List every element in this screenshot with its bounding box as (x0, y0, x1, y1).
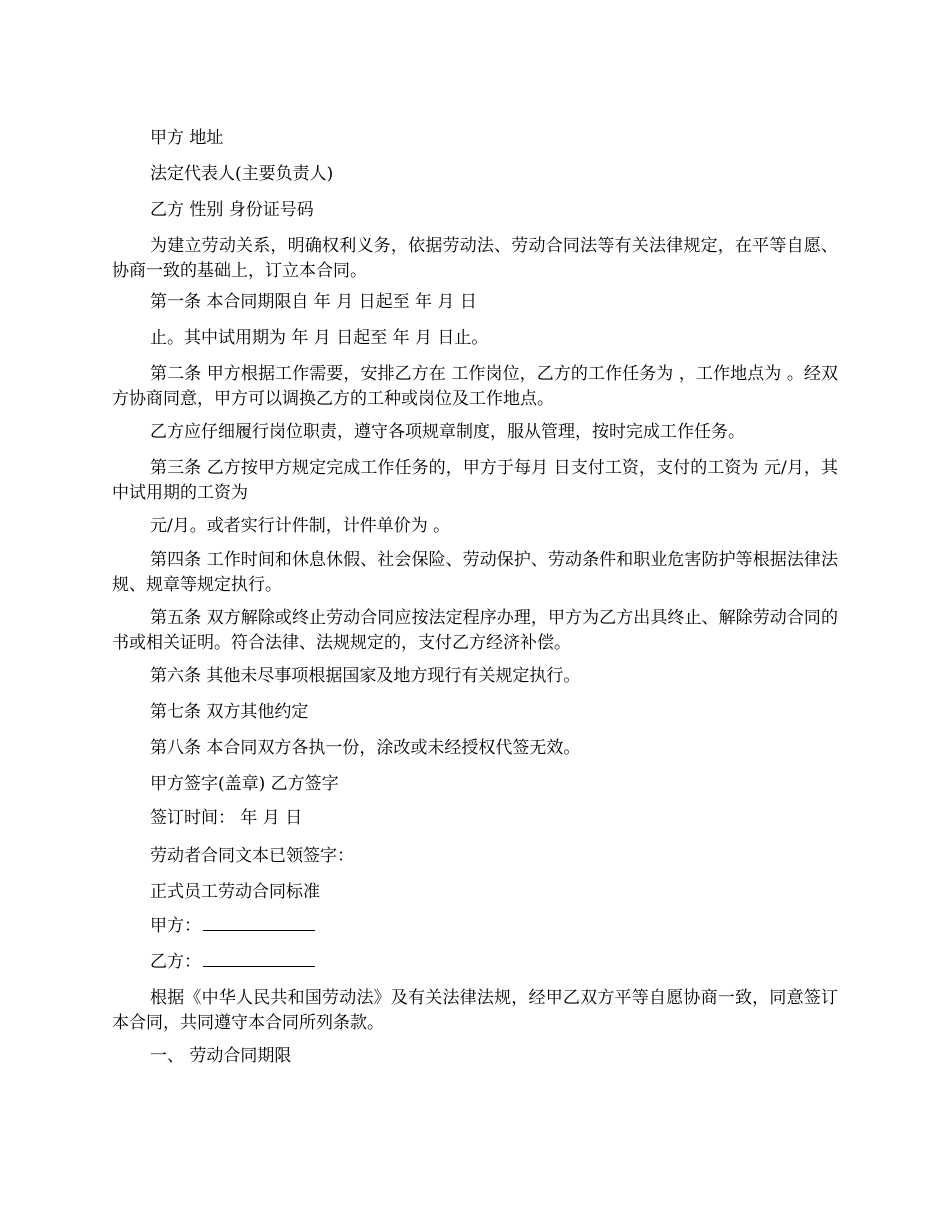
duties-paragraph: 乙方应仔细履行岗位职责，遵守各项规章制度，服从管理，按时完成工作任务。 (150, 422, 745, 442)
party-b-label: 乙方： (150, 952, 201, 972)
preamble-paragraph: 为建立劳动关系，明确权利义务，依据劳动法、劳动合同法等有关法律规定，在平等自愿、协商一致的基础上，订立本合同。 (112, 236, 838, 281)
party-b-blank (203, 950, 315, 967)
probation-period-line: 止。其中试用期为 年 月 日起至 年 月 日止。 (150, 328, 489, 348)
article-3-paragraph: 第三条 乙方按甲方规定完成工作任务的，甲方于每月 日支付工资，支付的工资为 元/月，其中试用期的工资为 (112, 458, 838, 503)
section-title: 正式员工劳动合同标准 (150, 882, 320, 902)
article-6-line: 第六条 其他未尽事项根据国家及地方现行有关规定执行。 (150, 666, 581, 686)
agreement-paragraph: 根据《中华人民共和国劳动法》及有关法律法规，经甲乙双方平等自愿协商一致，同意签订本合同，共同遵守本合同所列条款。 (112, 988, 838, 1033)
receipt-signature-line: 劳动者合同文本已领签字： (150, 846, 354, 866)
party-a-address-line: 甲方 地址 (150, 128, 224, 148)
legal-representative-line: 法定代表人(主要负责人) (150, 164, 334, 184)
piecework-line: 元/月。或者实行计件制，计件单价为 。 (150, 516, 451, 536)
article-2-paragraph: 第二条 甲方根据工作需要，安排乙方在 工作岗位，乙方的工作任务为 ，工作地点为 。经双方协商同意，甲方可以调换乙方的工种或岗位及工作地点。 (112, 364, 838, 409)
contract-term-heading: 一、 劳动合同期限 (150, 1046, 292, 1066)
party-b-info-line: 乙方 性别 身份证号码 (150, 200, 314, 220)
article-5-paragraph: 第五条 双方解除或终止劳动合同应按法定程序办理，甲方为乙方出具终止、解除劳动合同的书或相关证明。符合法律、法规规定的，支付乙方经济补偿。 (112, 608, 838, 653)
article-8-line: 第八条 本合同双方各执一份，涂改或未经授权代签无效。 (150, 738, 581, 758)
party-b-field (112, 950, 838, 975)
signature-line: 甲方签字(盖章) 乙方签字 (150, 774, 339, 794)
party-a-field (112, 914, 838, 939)
signing-date-line: 签订时间： 年 月 日 (150, 808, 303, 828)
party-a-blank (203, 914, 315, 931)
article-1-line: 第一条 本合同期限自 年 月 日起至 年 月 日 (150, 292, 477, 312)
article-4-paragraph: 第四条 工作时间和休息休假、社会保险、劳动保护、劳动条件和职业危害防护等根据法律法规、规章等规定执行。 (112, 550, 838, 595)
party-a-label: 甲方： (150, 916, 201, 936)
article-7-line: 第七条 双方其他约定 (150, 702, 309, 722)
